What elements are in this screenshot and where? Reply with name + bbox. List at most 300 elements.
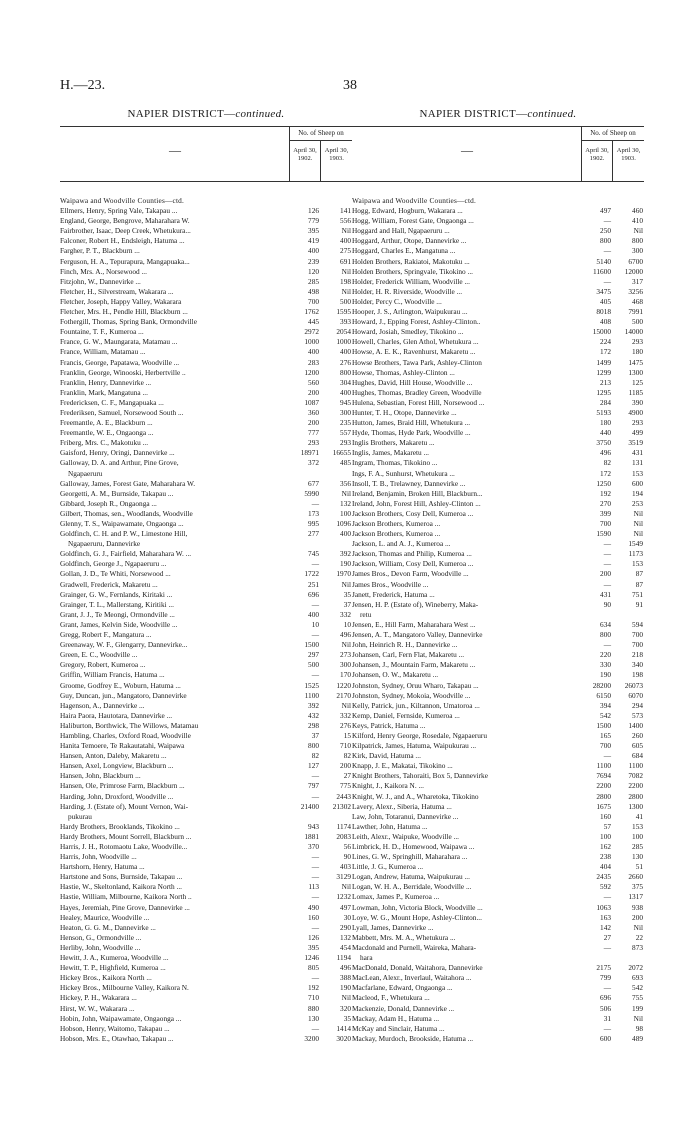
sheep-1903: 260 — [632, 730, 643, 740]
sheep-1903: 190 — [340, 559, 351, 569]
table-row — [352, 882, 644, 892]
owner-name: Fletcher, Mrs. H., Pendle Hill, Blackburn ... — [60, 307, 188, 317]
sheep-1902: 10 — [311, 619, 319, 629]
table-row — [352, 539, 644, 549]
sheep-1902: 700 — [600, 741, 611, 751]
table-row — [352, 852, 644, 862]
owner-name: Mackay, Adam H., Hatuma ... — [352, 1013, 440, 1023]
owner-name: Hansen, Ole, Primrose Farm, Blackburn ... — [60, 781, 185, 791]
table-row — [352, 600, 644, 610]
table-row — [60, 610, 352, 620]
sheep-1903: 755 — [632, 993, 643, 1003]
sheep-1903: 276 — [340, 357, 351, 367]
table-row — [352, 832, 644, 842]
table-row — [352, 681, 644, 691]
table-row — [60, 832, 352, 842]
sheep-1903: 190 — [340, 983, 351, 993]
table-row — [352, 388, 644, 398]
table-row — [352, 368, 644, 378]
owner-name: Hewitt, J. A., Kumeroa, Woodville ... — [60, 953, 169, 963]
owner-name: Hanita Temoere, Te Rakautatahi, Waipawa — [60, 741, 185, 751]
owner-name: MacDonald, Donald, Waitahora, Dannevirke — [352, 963, 483, 973]
sheep-1903: 3519 — [628, 438, 643, 448]
owner-name: Hobin, John, Waipawamate, Ongaonga ... — [60, 1013, 182, 1023]
sheep-1903: 775 — [340, 781, 351, 791]
table-row — [352, 277, 644, 287]
owner-name: Jackson, Thomas and Philip, Kumeroa ... — [352, 549, 472, 559]
sheep-1903: 16655 — [332, 448, 351, 458]
owner-name: Waipawa and Woodville Counties—ctd. — [60, 196, 185, 205]
sheep-1902: 1000 — [304, 337, 319, 347]
sheep-1902: — — [603, 983, 611, 993]
owner-name: Waipawa and Woodville Counties—ctd. — [352, 196, 477, 205]
owner-name: Macfarlane, Edward, Ongaonga ... — [352, 983, 453, 993]
sheep-1903: 691 — [340, 256, 351, 266]
owner-name: Herliby, John, Woodville ... — [60, 942, 141, 952]
owner-name: Jackson, William, Cosy Dell, Kumeroa ... — [352, 559, 474, 569]
table-row — [352, 469, 644, 479]
sheep-1902: 192 — [600, 488, 611, 498]
owner-name: Groome, Godfrey E., Woburn, Hatuma ... — [60, 680, 181, 690]
sheep-1903: 199 — [632, 1003, 643, 1013]
table-row — [60, 892, 352, 902]
sheep-1903: Nil — [341, 700, 351, 710]
table-row — [60, 973, 352, 983]
sheep-1903: Nil — [633, 519, 643, 528]
table-row — [352, 398, 644, 408]
sheep-1903: 35 — [343, 1013, 351, 1023]
table-row — [352, 529, 644, 539]
sheep-1903: 403 — [340, 862, 351, 872]
sheep-1902: 1250 — [596, 478, 611, 488]
sheep-1902: 399 — [600, 508, 611, 518]
right-column — [352, 106, 644, 1044]
table-row — [352, 1014, 644, 1024]
sheep-1902: 21400 — [300, 801, 319, 811]
owner-name: hara — [360, 953, 373, 963]
sheep-1902: 5990 — [304, 488, 319, 498]
sheep-1902: 395 — [308, 942, 319, 952]
table-row — [352, 1034, 644, 1044]
sheep-1903: 14000 — [624, 327, 643, 337]
table-row — [352, 267, 644, 277]
table-row — [352, 206, 644, 216]
sheep-1903: 2083 — [336, 831, 351, 841]
owner-name: Johnston, Sydney, Oruu Wharo, Takapau ... — [352, 680, 479, 690]
owner-name: Gibbard, Joseph R., Ongaonga ... — [60, 498, 157, 508]
owner-name: Law, John, Totaranui, Dannevirke ... — [352, 811, 459, 821]
owner-name: James Bros., Woodville ... — [352, 579, 429, 589]
sheep-1902: 130 — [308, 1013, 319, 1023]
owner-name: Inglis Brothers, Makaretu ... — [352, 438, 435, 448]
owner-name: Howse, Thomas, Ashley-Clinton ... — [352, 367, 455, 377]
owner-name: Hogg, William, Forest Gate, Ongaonga ... — [352, 216, 474, 226]
table-row — [352, 660, 644, 670]
table-row — [60, 226, 352, 236]
sheep-1902: 7694 — [596, 771, 611, 781]
owner-name: Galloway, James, Forest Gate, Maharahara W. — [60, 478, 196, 488]
owner-name: Johansen, O. W., Makaretu ... — [352, 670, 439, 680]
sheep-1902: 162 — [600, 842, 611, 851]
table-row — [352, 822, 644, 832]
owner-name: Fredericksen, C. F., Mangapuaka ... — [60, 397, 164, 407]
owner-name: France, G. W., Maungarata, Matamau ... — [60, 337, 178, 347]
sheep-1903: 1400 — [628, 720, 643, 730]
sheep-1902: 28200 — [592, 680, 611, 690]
table-row — [352, 236, 644, 246]
owner-name: Healey, Maurice, Woodville ... — [60, 912, 150, 922]
sheep-1903: 938 — [632, 902, 643, 912]
sheep-1902: — — [603, 640, 611, 650]
sheep-1902: 1590 — [596, 529, 611, 539]
owner-name: Ings, F. A., Sunhurst, Whetukura ... — [352, 468, 455, 478]
table-row — [60, 569, 352, 579]
sheep-1902: 392 — [308, 700, 319, 710]
owner-name: Johnston, Sydney, Mokoia, Woodville ... — [352, 690, 471, 700]
table-row — [60, 771, 352, 781]
sheep-1903: 460 — [632, 206, 643, 216]
sheep-1903: 198 — [632, 670, 643, 680]
sheep-1902: — — [603, 549, 611, 559]
owner-name: Logan, W. H. A., Berridale, Woodville ... — [352, 882, 472, 892]
sheep-1903: 87 — [635, 569, 643, 579]
owner-name: Hardy Brothers, Mount Sorrell, Blackburn ... — [60, 831, 192, 841]
owner-name: Hughes, David, Hill House, Woodville ... — [352, 377, 473, 387]
sheep-1903: Nil — [633, 1013, 643, 1023]
sheep-1902: — — [603, 751, 611, 761]
sheep-1903: 87 — [635, 579, 643, 589]
sheep-1902: — — [603, 276, 611, 286]
owner-name: Leith, Alexr., Waipuke, Woodville ... — [352, 831, 459, 841]
sheep-1903: 400 — [340, 347, 351, 357]
table-row — [352, 781, 644, 791]
sheep-1902: 293 — [308, 438, 319, 448]
owner-name: Jackson Brothers, Cosy Dell, Kumeroa ... — [352, 508, 474, 518]
sheep-1902: 408 — [600, 317, 611, 327]
table-row — [60, 297, 352, 307]
owner-name: Franklin, Henry, Dannevirke ... — [60, 377, 152, 387]
sheep-1902: 165 — [600, 730, 611, 740]
sheep-1902: 1299 — [596, 367, 611, 377]
sheep-1903: 3020 — [336, 1033, 351, 1043]
sheep-1903: 684 — [632, 751, 643, 761]
sheep-1902: 1200 — [304, 367, 319, 377]
sheep-1902: — — [311, 973, 319, 983]
table-row — [352, 802, 644, 812]
sheep-1902: 498 — [308, 286, 319, 296]
owner-name: Howard, J., Epping Forest, Ashley-Clinton.. — [352, 317, 481, 327]
owner-name: Mackenzie, Donald, Dannevirke ... — [352, 1003, 455, 1013]
owner-name: Howard, Josiah, Smedley, Tikokino ... — [352, 327, 464, 337]
table-row — [352, 358, 644, 368]
sheep-1902: 1525 — [304, 680, 319, 690]
sheep-1903: 1475 — [628, 357, 643, 367]
sheep-1903: 400 — [340, 236, 351, 246]
sheep-1903: 1970 — [336, 569, 351, 579]
sheep-1903: 390 — [632, 397, 643, 407]
district-title: NAPIER DISTRICT—continued. — [419, 108, 577, 120]
sheep-1903: 1220 — [336, 680, 351, 690]
col-1902-header: April 30, 1902. — [290, 141, 321, 181]
sheep-1903: 200 — [340, 761, 351, 771]
owner-list — [60, 196, 352, 1044]
owner-name: Henson, G., Ormondville ... — [60, 932, 142, 942]
table-row — [60, 428, 352, 438]
sheep-1903: 200 — [632, 912, 643, 922]
table-row — [60, 358, 352, 368]
owner-name: Gradwell, Frederick, Makaretu ... — [60, 579, 158, 589]
owner-name: Hirst, W. W., Wakarara ... — [60, 1003, 135, 1013]
owner-name: Hagenson, A., Dannevirke ... — [60, 700, 145, 710]
owner-name: Ireland, Benjamin, Broken Hill, Blackburn... — [352, 488, 483, 498]
owner-name: Hansen, Anton, Daleby, Makaretu ... — [60, 751, 167, 761]
sheep-1903: 392 — [340, 549, 351, 559]
table-row — [352, 701, 644, 711]
owner-name: Goldfinch, G. J., Fairfield, Maharahara W. ... — [60, 549, 192, 559]
sheep-1903: 556 — [340, 216, 351, 226]
table-row — [60, 691, 352, 701]
sheep-1903: 400 — [340, 387, 351, 397]
sheep-1902: 995 — [308, 519, 319, 528]
sheep-1903: 1185 — [628, 387, 643, 397]
sheep-1902: 745 — [308, 549, 319, 559]
owner-name: Knight Brothers, Tahoraiti, Box 5, Dannevirke — [352, 771, 488, 781]
sheep-1902: 800 — [600, 236, 611, 246]
sheep-1903: Nil — [341, 226, 351, 236]
sheep-1903: 170 — [340, 670, 351, 680]
sheep-1903: 300 — [340, 407, 351, 417]
sheep-1902: 224 — [600, 337, 611, 347]
table-row — [352, 691, 644, 701]
table-row — [60, 620, 352, 630]
sheep-1902: 1675 — [596, 801, 611, 811]
table-row — [352, 933, 644, 943]
sheep-1903: 500 — [340, 296, 351, 306]
owner-name: Jensen, A. T., Mangatoro Valley, Dannevirke — [352, 630, 483, 640]
table-row — [60, 963, 352, 973]
owner-name: Franklin, Mark, Mangatuna ... — [60, 387, 148, 397]
sheep-1903: 300 — [340, 660, 351, 670]
sheep-1902: 6150 — [596, 690, 611, 700]
sheep-1903: 294 — [632, 700, 643, 710]
table-row — [60, 277, 352, 287]
table-row — [352, 792, 644, 802]
sheep-1902: 490 — [308, 902, 319, 912]
owner-name: Loye, W. G., Mount Hope, Ashley-Clinton... — [352, 912, 482, 922]
table-row — [352, 509, 644, 519]
table-row — [352, 428, 644, 438]
table-row — [60, 822, 352, 832]
owner-name: Hartstone and Sons, Burnside, Takapau ... — [60, 872, 183, 882]
sheep-1903: 320 — [340, 1003, 351, 1013]
sheep-1903: 153 — [632, 559, 643, 569]
owner-name: Howse, A. E. K., Ravenhurst, Makaretu ... — [352, 347, 476, 357]
sheep-1903: Nil — [633, 226, 643, 236]
sheep-1902: — — [311, 892, 319, 902]
sheep-1902: 943 — [308, 821, 319, 831]
table-row — [352, 347, 644, 357]
owner-name: Frederiksen, Samuel, Norsewood South ... — [60, 407, 184, 417]
sheep-1903: 304 — [340, 377, 351, 387]
table-header — [352, 126, 644, 182]
owner-name: Inglis, James, Makaretu ... — [352, 448, 430, 458]
owner-name: Kirk, David, Hatuma ... — [352, 751, 421, 761]
table-row — [60, 983, 352, 993]
sheep-1903: Nil — [341, 640, 351, 650]
table-row — [60, 1004, 352, 1014]
table-row — [352, 923, 644, 933]
sheep-1902: 2972 — [304, 327, 319, 337]
owner-name: Harding, John, Droxford, Woodville ... — [60, 791, 174, 801]
table-row — [60, 418, 352, 428]
owner-list — [352, 196, 644, 1044]
sheep-1903: 2800 — [628, 791, 643, 801]
table-row — [352, 862, 644, 872]
sheep-1903: 489 — [632, 1033, 643, 1043]
sheep-1903: 100 — [340, 508, 351, 518]
sheep-1902: 506 — [600, 1003, 611, 1013]
sheep-1902: — — [311, 1023, 319, 1033]
page-number: 38 — [343, 78, 357, 93]
sheep-1902: — — [603, 892, 611, 902]
table-row — [352, 458, 644, 468]
owner-name: James Bros., Devon Farm, Woodville ... — [352, 569, 469, 579]
sheep-1902: 1246 — [304, 953, 319, 963]
sheep-1902: 2175 — [596, 963, 611, 973]
table-row-continuation — [60, 469, 352, 479]
table-row — [352, 287, 644, 297]
sheep-1903: 400 — [340, 529, 351, 539]
owner-name: Hooper, J. S., Arlington, Waipukurau ... — [352, 307, 468, 317]
section-heading — [352, 196, 644, 206]
table-row — [352, 812, 644, 822]
owner-name: Gollan, J. D., Te Whiti, Norsewood ... — [60, 569, 171, 579]
table-row — [352, 307, 644, 317]
table-row — [352, 983, 644, 993]
table-row — [352, 913, 644, 923]
sheep-1902: 404 — [600, 862, 611, 872]
owner-name: Holden Brothers, Rakiatoi, Makotuku ... — [352, 256, 470, 266]
sheep-1903: 37 — [343, 599, 351, 609]
sheep-1902: 395 — [308, 226, 319, 236]
table-row — [352, 216, 644, 226]
sheep-1902: 200 — [308, 387, 319, 397]
sheep-1902: 82 — [603, 458, 611, 468]
owner-name: Green, E. C., Woodville ... — [60, 650, 138, 660]
owner-name: Hastie, William, Milbourne, Kaikora North .. — [60, 892, 192, 902]
sheep-1902: 100 — [600, 831, 611, 841]
owner-name: Howell, Charles, Glen Athol, Whetukura ... — [352, 337, 479, 347]
sheep-1903: 273 — [340, 650, 351, 660]
owner-name: Hickey Bros., Milbourne Valley, Kaikora N. — [60, 983, 189, 993]
owner-name: England, George, Bengrove, Maharahara W. — [60, 216, 190, 226]
sheep-1903: 2054 — [336, 327, 351, 337]
table-row — [352, 973, 644, 983]
sheep-1902: 592 — [600, 882, 611, 892]
sheep-1902: 163 — [600, 912, 611, 922]
owner-name: Haira Paora, Hautotara, Dannevirke ... — [60, 710, 173, 720]
table-row — [352, 993, 644, 1003]
sheep-1902: 445 — [308, 317, 319, 327]
owner-name: Hardy Brothers, Brooklands, Tikokino ... — [60, 821, 180, 831]
sheep-1903: 1595 — [336, 307, 351, 317]
owner-name: Fothergill, Thomas, Spring Bank, Ormondville — [60, 317, 197, 327]
owner-name: Lines, G. W., Springhill, Maharahara ... — [352, 852, 468, 862]
table-row — [60, 347, 352, 357]
sheep-1903: 10 — [343, 619, 351, 629]
table-row — [60, 630, 352, 640]
table-row — [60, 408, 352, 418]
name-column-header: — — [461, 143, 473, 157]
owner-name: Hambling, Charles, Oxford Road, Woodville — [60, 730, 191, 740]
owner-name: Hunter, T. H., Otope, Dannevirke ... — [352, 407, 457, 417]
table-row — [352, 1024, 644, 1034]
table-row — [60, 721, 352, 731]
owner-name: Knapp, J. E., Makatai, Tikokino ... — [352, 761, 453, 771]
sheep-1903: 3256 — [628, 286, 643, 296]
sheep-1903: 499 — [632, 428, 643, 438]
sheep-1903: 2072 — [628, 963, 643, 973]
owner-name: Fletcher, Joseph, Happy Valley, Wakarara — [60, 296, 182, 306]
table-row — [60, 257, 352, 267]
sheep-1902: — — [311, 498, 319, 508]
table-row — [60, 882, 352, 892]
table-row — [60, 529, 352, 539]
table-row — [352, 438, 644, 448]
sheep-1902: 1881 — [304, 831, 319, 841]
table-row-continuation — [60, 539, 352, 549]
owner-name: Friberg, Mrs. C., Makotuku ... — [60, 438, 149, 448]
sheep-1903: 317 — [632, 276, 643, 286]
sheep-1902: — — [603, 559, 611, 569]
owner-name: Hulena, Sebastian, Forest Hill, Norsewood ... — [352, 397, 485, 407]
owner-name: pukurau — [68, 811, 92, 821]
sheep-1902: 800 — [600, 630, 611, 640]
sheep-1902: — — [603, 579, 611, 589]
table-row — [352, 489, 644, 499]
sheep-1903: Nil — [341, 266, 351, 276]
sheep-1903: 393 — [340, 317, 351, 327]
table-row — [60, 519, 352, 529]
owner-name: Falconer, Robert H., Endsleigh, Hatuma ... — [60, 236, 185, 246]
table-row — [60, 267, 352, 277]
sheep-1903: Nil — [341, 993, 351, 1003]
sheep-1902: — — [311, 922, 319, 932]
sheep-1903: 198 — [340, 276, 351, 286]
sheep-1902: — — [603, 942, 611, 952]
sheep-1902: — — [311, 771, 319, 781]
district-title: NAPIER DISTRICT—continued. — [127, 108, 285, 120]
table-row — [60, 287, 352, 297]
sheep-1903: 30 — [343, 912, 351, 922]
table-row — [352, 761, 644, 771]
owner-name: Gilbert, Thomas, sen., Woodlands, Woodville — [60, 508, 193, 518]
table-row — [352, 943, 644, 953]
sheep-1903: 290 — [340, 922, 351, 932]
sheep-1903: Nil — [633, 508, 643, 518]
owner-name: Lavery, Alexr., Siberia, Hatuma ... — [352, 801, 452, 811]
name-column-header: — — [169, 143, 181, 157]
sheep-1903: 12000 — [624, 266, 643, 276]
sheep-1902: 192 — [308, 983, 319, 993]
table-row — [352, 317, 644, 327]
sheep-1902: — — [603, 1023, 611, 1033]
sheep-1902: 370 — [308, 842, 319, 851]
table-row — [60, 670, 352, 680]
owner-name: Harris, J. H., Rotomaotu Lake, Woodville... — [60, 842, 188, 851]
sheep-1903: 468 — [632, 296, 643, 306]
sheep-1902: 126 — [308, 206, 319, 216]
